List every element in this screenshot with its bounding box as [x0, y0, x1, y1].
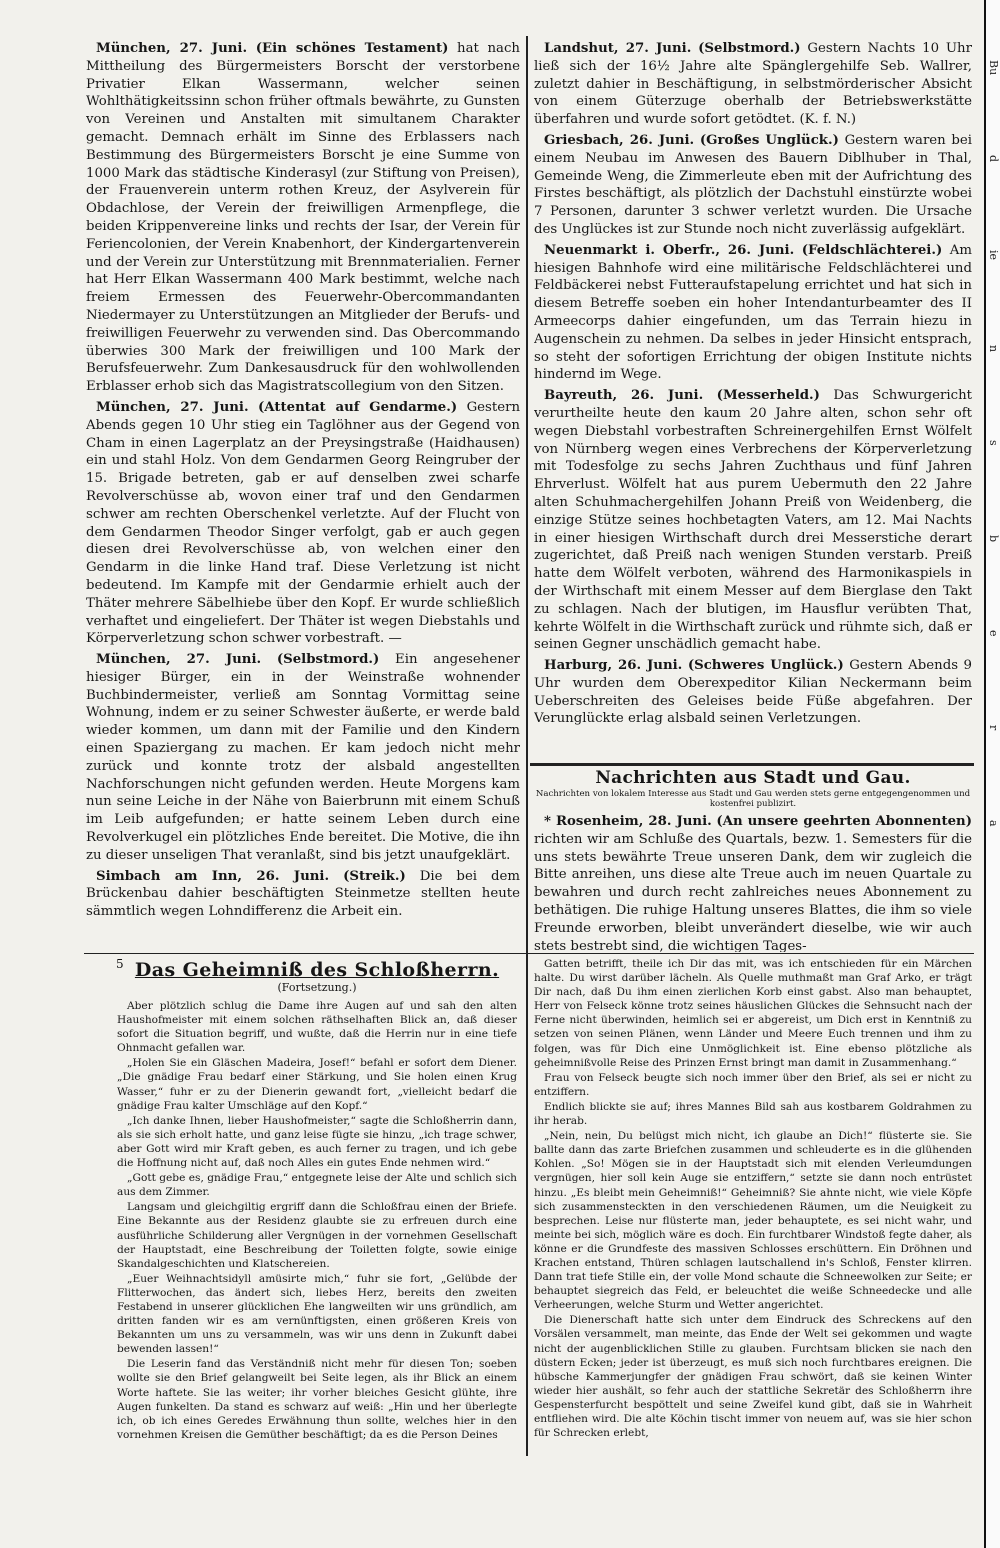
article-dateline: München, 27. Juni.: [96, 41, 248, 56]
serial-divider: [84, 953, 974, 954]
local-news-article: [534, 813, 972, 952]
news-article: [534, 40, 972, 129]
serial-column-left: [117, 957, 517, 1457]
article-heading: (Selbstmord.): [276, 652, 380, 668]
article-heading: (An unsere geehrten Abonnenten): [716, 814, 972, 829]
local-news-title: Nachrichten aus Stadt und Gau.: [595, 768, 911, 788]
article-dateline: Bayreuth, 26. Juni.: [544, 388, 704, 404]
serial-paragraph: „Holen Sie ein Gläschen Madeira, Josef!“ befahl er sofort dem Diener. „Die gnädige Frau bedarf einer Stärkung, und Sie holen einen Krug Wasser,“ fuhr er zu der Dienerin gewandt fort, „vielleicht bedarf die gnädige Frau kalter Umschläge auf den Kopf.“: [117, 1057, 517, 1112]
serial-paragraph: „Gott gebe es, gnädige Frau,“ entgegnete leise der Alte und schlich sich aus dem Zimmer.: [117, 1172, 517, 1199]
article-heading: (Messerheld.): [716, 388, 820, 404]
article-dateline: * Rosenheim, 28. Juni.: [544, 814, 712, 829]
local-news-note: Nachrichten von lokalem Interesse aus Stadt und Gau werden stets gerne entgegengenommen und kostenfrei publizirt.: [535, 789, 971, 809]
serial-paragraph: „Euer Weihnachtsidyll amüsirte mich,“ fuhr sie fort, „Gelübde der Flitterwochen, das ändert sich, liebes Herz, bereits den zweiten Festabend in unserer glücklichen Ehe langweilten wir uns gründlich, am dritten fanden wir es am vernünftigsten, einen größeren Kreis von Bekannten um uns zu versammeln, was wir uns denn in Zukunft dabei bewenden lassen!“: [117, 1272, 517, 1356]
news-article: [534, 242, 972, 384]
article-body: Gestern Nachts 10 Uhr ließ sich der 16½ Jahre alte Spänglergehilfe Seb. Wallrer, zuletzt dahier in Beschäftigung, in selbstmörderischer Absicht von einem Güterzuge oberhalb der Betriebswerkstätte überfahren und wurde sofort getödtet. (K. f. N.): [534, 41, 972, 128]
news-article: [86, 399, 520, 648]
article-heading: (Schweres Unglück.): [687, 658, 844, 674]
article-body: Am hiesigen Bahnhofe wird eine militärische Feldschlächterei und Feldbäckerei nebst Futteraufstapelung errichtet und hat sich in diesem Betreffe soeben ein hoher Intendanturbeamter des II Armeecorps dahier eingefunden, um das Terrain hiezu in Augenschein zu nehmen. Da selbes in jeder Hinsicht entsprach, so steht der sofortigen Errichtung der obigen Institute nichts hindernd im Wege.: [534, 242, 972, 383]
serial-paragraph: Die Dienerschaft hatte sich unter dem Eindruck des Schreckens auf den Vorsälen versammelt, man meinte, das Ende der Welt sei gekommen und wagte nicht der augenblicklichen Stille zu glauben. Furchtsam blicken sie nach den düstern Ecken; jeder ist überzeugt, es muß sich noch furchtbares ereignen. Die hübsche Kammerjungfer der gnädigen Frau schwört, daß sie keinen Winter wieder hier aushält, so fehr auch der stattliche Sekretär des Schloßherrn ihre Gespensterfurcht bespöttelt und seine Zweifel kund gibt, daß sie in Wahrheit entfliehen wird. Die alte Köchin tischt immer von neuem auf, was sie hier schon für Schrecken erlebt,: [534, 1314, 972, 1440]
serial-paragraph: „Nein, nein, Du belügst mich nicht, ich glaube an Dich!“ flüsterte sie. Sie ballte dann das zarte Briefchen zusammen und schleuderte es in die glühenden Kohlen. „So! Mögen sie in der Hauptstadt sich mit elenden Verleumdungen vergnügen, hier soll kein Auge sie entziffern,“ setzte sie dann noch entrüstet hinzu. „Es bleibt mein Geheimniß!“ Geheimniß? Sie ahnte nicht, wie viele Köpfe sich zusammensteckten in den verschiedenen Räumen, um die Neuigkeit zu besprechen. Leise nur flüsterte man, jeder behauptete, es sei nicht wahr, und meinte bei sich, möglich wäre es doch. Ein furchtbarer Windstoß fegte daher, als könne er die Grundfeste des massiven Schlosses erschüttern. Ein Dröhnen und Krachen entstand, Thüren schlagen lautschallend in's Schloß, Fenster klirren. Dann trat tiefe Stille ein, der volle Mond schaute die Schneewolken zur Seite; er behauptet siegreich das Feld, er beleuchtet die weiße Schneedecke und alle Verheerungen, welche Sturm und Wetter angerichtet.: [534, 1130, 972, 1312]
edge-glyph: Bu: [987, 60, 1000, 76]
serial-number: 5: [116, 957, 124, 971]
serial-column-right: [534, 957, 972, 1457]
serial-paragraph: Gatten betrifft, theile ich Dir das mit, was ich entschieden für ein Märchen halte. Du wirst darüber lächeln. Als Quelle muthmaßt man Graf Arko, er trägt Dir nach, daß Du ihm einen zierlichen Korb einst gabst. Also man behauptet, Herr von Felseck könne trotz seines häuslichen Glückes die Sehnsucht nach der Ferne nicht überwinden, heimlich sei er abgereist, um Dich erst in Kenntniß zu setzen von seinen Plänen, wenn Länder und Meere Euch trennen und ihm zu folgen, was für Dich eine Unmöglichkeit ist. Eine ebenso plötzliche als geheimnißvolle Reise des Prinzen Ernst bringt man damit in Zusammenhang.“: [534, 958, 972, 1069]
news-article: [86, 651, 520, 865]
news-article: [86, 40, 520, 396]
edge-glyph: b: [987, 535, 1000, 543]
article-heading: (Ein schönes Testament): [255, 41, 449, 56]
edge-glyph: a: [987, 820, 1000, 827]
article-body: Das Schwurgericht verurtheilte heute den kaum 20 Jahre alten, schon sehr oft wegen Diebstahl vorbestraften Schreinergehilfen Ernst Wölfelt von Nürnberg wegen eines Verbrechens der Körperverletzung mit Todesfolge zu sechs Jahren Zuchthaus und fünf Jahren Ehrverlust. Wölfelt hat aus purem Uebermuth den 22 Jahre alten Schuhmachergehilfen Johann Preiß von Weidenberg, die einzige Stütze seines hochbetagten Vaters, am 12. Mai Nachts in einer hiesigen Wirthschaft durch drei Messerstiche derart zugerichtet, daß Preiß nach wenigen Stunden verstarb. Preiß hatte dem Wölfelt verboten, während des Harmonikaspiels in der Wirthschaft mit einem Messer auf dem Bierglase den Takt zu schlagen. Nach der blutigen, im Hausflur verübten That, kehrte Wölfelt in die Wirthschaft zurück und rühmte sich, daß er seinen Gegner unschädlich gemacht habe.: [534, 388, 972, 653]
serial-subtitle: (Fortsetzung.): [277, 981, 357, 994]
article-dateline: Landshut, 27. Juni.: [544, 41, 692, 56]
section-divider: [530, 763, 974, 766]
news-article: [86, 868, 520, 921]
article-body: Gestern Abends gegen 10 Uhr stieg ein Taglöhner aus der Gegend von Cham in einen Lagerplatz an der Preysingstraße (Haidhausen) ein und stahl Holz. Von dem Gendarmen Georg Reingruber der 15. Brigade betreten, gab er auf denselben zwei scharfe Revolverschüsse ab, wovon einer traf und den Gendarmen schwer am rechten Oberschenkel verletzte. Auf der Flucht von dem Gendarmen Theodor Singer verfolgt, gab er auch gegen diesen drei Revolverschüsse ab, von welchen einer den Gendarm in die linke Hand traf. Diese Verletzung ist nicht bedeutend. Im Kampfe mit der Gendarmie erhielt auch der Thäter mehrere Säbelhiebe über den Kopf. Er wurde schließlich verhaftet und eingeliefert. Der Thäter ist wegen Diebstahls und Körperverletzung schon schwer vorbestraft. —: [86, 399, 520, 647]
article-body: Die bei dem Brückenbau dahier beschäftigten Steinmetze stellten heute sämmtlich wegen Lohndifferenz die Arbeit ein.: [86, 868, 520, 920]
article-heading: (Feldschlächterei.): [801, 242, 943, 258]
article-dateline: München, 27. Juni.: [96, 399, 249, 415]
article-body: Ein angesehener hiesiger Bürger, ein in der Weinstraße wohnender Buchbindermeister, verließ am Sonntag Vormittag seine Wohnung, indem er zu seiner Schwester äußerte, er werde bald wieder kommen, um dann mit der Familie und den Kindern einen Spaziergang zu machen. Er kam jedoch nicht mehr zurück und konnte trotz der alsbald angestellten Nachforschungen nicht gefunden werden. Heute Morgens kam nun seine Leiche in der Nähe von Baierbrunn mit einem Schuß im Leib aufgefunden; er hatte seinem Leben durch eine Revolverkugel ein plötzliches Ende bereitet. Die Motive, die ihn zu dieser unseligen That veranlaßt, sind bis jetzt unaufgeklärt.: [86, 652, 520, 863]
edge-glyph: ie: [987, 250, 1000, 261]
article-heading: (Streik.): [343, 868, 406, 884]
serial-paragraph: Frau von Felseck beugte sich noch immer über den Brief, als sei er nicht zu entziffern.: [534, 1071, 972, 1098]
serial-paragraph: „Ich danke Ihnen, lieber Haushofmeister,“ sagte die Schloßherrin dann, als sie sich erholt hatte, und ganz leise fügte sie hinzu, „ich trage schwer, aber Gott wird mir Kraft geben, es auch ferner zu tragen, und ich gebe die Hoffnung nicht auf, daß noch Alles ein gutes Ende nehmen wird.“: [117, 1114, 517, 1170]
article-body: richten wir am Schluße des Quartals, bezw. 1. Semesters für die uns stets bewährte Treue unseren Dank, dem wir zugleich die Bitte anreihen, uns diese alte Treue auch im neuen Quartale zu bewahren und durch recht zahlreiches neues Abonnement zu bethätigen. Die ruhige Haltung unseres Blattes, die ihm so viele Freunde erworben, bleibt unverändert dieselbe, wie wir auch stets bestrebt sind, die wichtigen Tages-: [534, 831, 972, 952]
article-dateline: Neuenmarkt i. Oberfr., 26. Juni.: [544, 242, 795, 258]
article-dateline: Griesbach, 26. Juni.: [544, 132, 695, 148]
article-dateline: Harburg, 26. Juni.: [544, 658, 683, 674]
news-column-right: [534, 40, 972, 772]
news-article: [534, 657, 972, 728]
edge-glyph: n: [987, 345, 1000, 353]
article-dateline: München, 27. Juni.: [96, 652, 262, 668]
serial-paragraph: Endlich blickte sie auf; ihres Mannes Bild sah aus kostbarem Goldrahmen zu ihr herab.: [534, 1100, 972, 1128]
edge-glyph: e: [987, 630, 1000, 637]
article-body: Gestern waren bei einem Neubau im Anwesen des Bauern Diblhuber in Thal, Gemeinde Weng, die Zimmerleute eben mit der Aufrichtung des Firstes beschäftigt, als plötzlich der Dachstuhl einstürzte wobei 7 Personen, darunter 3 schwer verletzt wurden. Die Ursache des Unglückes ist zur Stunde noch nicht zuverlässig aufgeklärt.: [534, 132, 972, 237]
article-dateline: Simbach am Inn, 26. Juni.: [96, 868, 330, 884]
serial-paragraph: Die Leserin fand das Verständniß nicht mehr für diesen Ton; soeben wollte sie den Brief gelangweilt bei Seite legen, als ihr Blick an einem Worte haftete. Sie las weiter; ihr vorher bleiches Gesicht glühte, ihre Augen funkelten. Da stand es schwarz auf weiß: „Hin und her überlegte ich, ob ich eines Geredes Erwähnung thun sollte, welches hier in den vornehmen Kreisen die Gemüther beschäftigt; da es die Person Deines: [117, 1358, 517, 1441]
article-body: Gestern Abends 9 Uhr wurden dem Oberexpeditor Kilian Neckermann beim Ueberschreiten des Geleises beide Füße abgefahren. Der Verunglückte erlag alsbald seinen Verletzungen.: [534, 658, 972, 727]
serial-title: Das Geheimniß des Schloßherrn.: [134, 959, 500, 981]
edge-glyph: r: [987, 725, 1000, 731]
article-heading: (Attentat auf Gendarme.): [258, 399, 458, 415]
news-column-left: [86, 40, 520, 950]
article-heading: (Selbstmord.): [698, 41, 801, 56]
edge-glyph: s: [987, 440, 1000, 446]
edge-glyph: d: [987, 155, 1000, 163]
page-edge-strip: [984, 0, 1000, 1548]
article-heading: (Großes Unglück.): [699, 132, 839, 148]
news-article: [534, 132, 972, 239]
serial-paragraph: Langsam und gleichgiltig ergriff dann die Schloßfrau einen der Briefe. Eine Bekannte aus der Residenz glaubte sie zu erfreuen durch eine ausführliche Schilderung aller Vergnügen in der vornehmen Gesellschaft der Hauptstadt, eine Beschreibung der Toiletten folgte, sowie einige Skandalgeschichten und Klatschereien.: [117, 1201, 517, 1270]
local-news-section: [534, 766, 972, 952]
news-article: [534, 387, 972, 654]
serial-paragraph: Aber plötzlich schlug die Dame ihre Augen auf und sah den alten Haushofmeister mit einem solchen räthselhaften Blick an, daß dieser sofort die Situation begriff, und wußte, daß die Herrin nur in eine tiefe Ohnmacht gefallen war.: [117, 1000, 517, 1055]
column-divider: [526, 36, 528, 1456]
article-body: hat nach Mittheilung des Bürgermeisters Borscht der verstorbene Privatier Elkan Wassermann, welcher seinen Wohlthätigkeitssinn schon früher oftmals bewährte, zu Gunsten von Vereinen und Anstalten mit simultanem Charakter gemacht. Demnach erhält im Sinne des Erblassers nach Bestimmung des Bürgermeisters Borscht je eine Summe von 1000 Mark das städtische Kinderasyl (zur Stiftung von Preisen), der Frauenverein unterm rothen Kreuz, der Asylverein für Obdachlose, der Verein der freiwilligen Armenpflege, die beiden Krippenvereine links und rechts der Isar, der Verein für Feriencolonien, der Verein Knabenhort, der Kindergartenverein und der Verein zur Unterstützung mit Brennmaterialien. Ferner hat Herr Elkan Wassermann 400 Mark bestimmt, welche nach freiem Ermessen des Feuerwehr-Obercommandanten Niedermayer zu Unterstützungen an Mitglieder der Berufs- und freiwilligen Feuerwehr zu verwenden sind. Das Obercommando überwies 300 Mark der freiwilligen und 100 Mark der Berufsfeuerwehr. Zum Dankesausdruck für den wohlwollenden Erblasser erhob sich das Magistratscollegium von den Sitzen.: [86, 41, 520, 395]
